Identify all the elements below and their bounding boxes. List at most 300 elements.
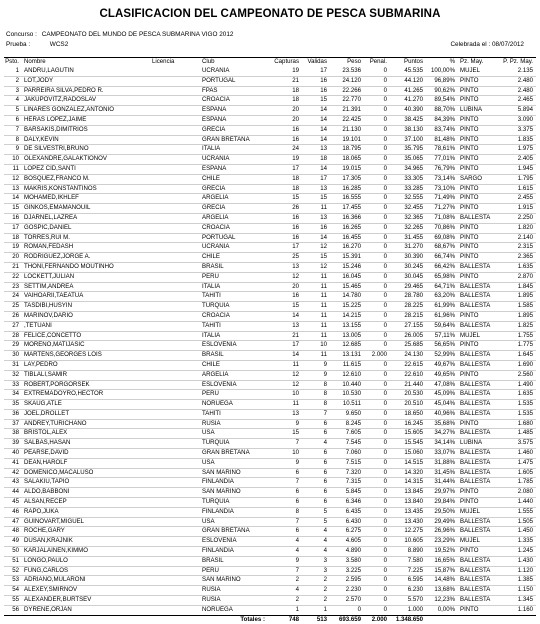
- cell-peso: 3.225: [345, 566, 361, 574]
- table-row: [4, 331, 536, 341]
- cell-p-pz-may: 2.250: [517, 213, 533, 221]
- cell-pct: 57,11%: [434, 331, 455, 339]
- cell-capturas: 12: [292, 380, 299, 388]
- cell-nombre: DE SILVESTRI,BRUNO: [24, 145, 89, 153]
- cell-puntos: 5.570: [407, 596, 423, 604]
- cell-licencia: [150, 498, 200, 508]
- cell-pct: 40,96%: [434, 409, 455, 417]
- cell-p-pz-may: 1.485: [517, 429, 533, 437]
- table-row: [4, 96, 536, 106]
- table-row: [4, 380, 536, 390]
- table-row: [4, 409, 536, 419]
- table-row: [4, 488, 536, 498]
- cell-pz-may: BALLESTA: [460, 302, 491, 310]
- cell-capturas: 20: [292, 115, 299, 123]
- cell-pz-may: PINTO: [460, 370, 479, 378]
- cell-p-pz-may: 1.690: [517, 360, 533, 368]
- cell-pos: 9: [15, 145, 19, 153]
- cell-penal: 0: [383, 439, 387, 447]
- cell-capturas: 7: [295, 566, 299, 574]
- cell-p-pz-may: 1.820: [517, 223, 533, 231]
- cell-p-pz-may: 3.090: [517, 115, 533, 123]
- cell-pct: 81,48%: [434, 135, 455, 143]
- table-row: [4, 429, 536, 439]
- cell-validas: 16: [320, 76, 327, 84]
- cell-peso: 10.511: [342, 400, 361, 408]
- cell-pos: 45: [12, 498, 19, 506]
- cell-peso: 22.770: [342, 96, 361, 104]
- cell-pct: 77,01%: [434, 155, 455, 163]
- cell-penal: 0: [383, 331, 387, 339]
- cell-pos: 16: [12, 213, 19, 221]
- cell-validas: 9: [323, 360, 327, 368]
- cell-nombre: TASDIBI,HUSYIN: [24, 302, 72, 310]
- cell-peso: 3.580: [345, 556, 361, 564]
- cell-licencia: [150, 390, 200, 400]
- cell-penal: 0: [383, 194, 387, 202]
- cell-licencia: [150, 96, 200, 106]
- cell-nombre: HERAS LOPEZ,JAIME: [24, 115, 87, 123]
- col-header-licencia: Licencia: [152, 58, 175, 66]
- cell-capturas: 21: [292, 331, 299, 339]
- table-row: [4, 370, 536, 380]
- cell-penal: 0: [383, 507, 387, 515]
- cell-p-pz-may: 1.795: [517, 174, 533, 182]
- table-header: [4, 58, 536, 67]
- cell-nombre: SKAUG,ATLE: [24, 400, 62, 408]
- cell-nombre: PARREIRA SILVA,PEDRO R.: [24, 86, 104, 94]
- cell-licencia: [150, 429, 200, 439]
- cell-capturas: 12: [292, 370, 299, 378]
- cell-pz-may: PINTO: [460, 194, 479, 202]
- cell-pz-may: PINTO: [460, 204, 479, 212]
- cell-capturas: 4: [295, 586, 299, 594]
- cell-p-pz-may: 2.080: [517, 488, 533, 496]
- cell-licencia: [150, 380, 200, 390]
- cell-validas: 16: [320, 223, 327, 231]
- cell-p-pz-may: 1.645: [517, 351, 533, 359]
- cell-nombre: EXTREMADOYRO,HECTOR: [24, 390, 104, 398]
- cell-licencia: [150, 586, 200, 596]
- cell-pz-may: BALLESTA: [460, 213, 491, 221]
- cell-pct: 19,52%: [434, 547, 455, 555]
- cell-p-pz-may: 2.870: [517, 272, 533, 280]
- cell-club: UCRANIA: [202, 243, 230, 251]
- cell-validas: 6: [323, 498, 327, 506]
- cell-licencia: [150, 556, 200, 566]
- cell-peso: 16.366: [342, 213, 361, 221]
- cell-penal: 0: [383, 292, 387, 300]
- cell-pct: 66,42%: [434, 262, 455, 270]
- table-row: [4, 556, 536, 566]
- cell-pct: 0,00%: [437, 605, 455, 613]
- cell-penal: 0: [383, 419, 387, 427]
- cell-pos: 13: [12, 184, 19, 192]
- cell-p-pz-may: 2.140: [517, 233, 533, 241]
- cell-pct: 78,61%: [434, 145, 455, 153]
- cell-pz-may: BALLESTA: [460, 576, 491, 584]
- cell-validas: 13: [320, 184, 327, 192]
- cell-licencia: [150, 400, 200, 410]
- table-row: [4, 517, 536, 527]
- cell-validas: 14: [320, 125, 327, 133]
- cell-peso: 9.650: [345, 409, 361, 417]
- cell-peso: 22.266: [342, 86, 361, 94]
- totals-puntos: 1.348.650: [390, 615, 426, 624]
- cell-club: GRECIA: [202, 184, 226, 192]
- cell-puntos: 44.120: [404, 76, 423, 84]
- cell-puntos: 33.305: [404, 174, 423, 182]
- cell-p-pz-may: 2.315: [517, 243, 533, 251]
- cell-pct: 59,64%: [434, 321, 455, 329]
- cell-nombre: BARSAKIS,DIMITRIOS: [24, 125, 88, 133]
- cell-capturas: 17: [292, 341, 299, 349]
- cell-pz-may: PINTO: [460, 253, 479, 261]
- cell-pct: 56,65%: [434, 341, 455, 349]
- cell-peso: 16.455: [342, 233, 361, 241]
- cell-licencia: [150, 155, 200, 165]
- cell-p-pz-may: 1.345: [517, 596, 533, 604]
- cell-capturas: 26: [292, 204, 299, 212]
- cell-pz-may: BALLESTA: [460, 400, 491, 408]
- cell-pz-may: BALLESTA: [460, 596, 491, 604]
- cell-pct: 45,09%: [434, 390, 455, 398]
- cell-club: GRAN BRETAÑA: [202, 135, 250, 143]
- cell-club: TURQUIA: [202, 302, 230, 310]
- cell-nombre: VAIHOARII,TAEATUA: [24, 292, 84, 300]
- cell-pz-may: BALLESTA: [460, 321, 491, 329]
- cell-peso: 13.131: [342, 351, 361, 359]
- cell-p-pz-may: 2.480: [517, 76, 533, 84]
- cell-pos: 18: [12, 233, 19, 241]
- cell-licencia: [150, 194, 200, 204]
- page-title: CLASIFICACION DEL CAMPEONATO DE PESCA SUBMARINA: [99, 8, 441, 20]
- cell-penal: 0: [383, 468, 387, 476]
- cell-licencia: [150, 449, 200, 459]
- cell-pz-may: BALLESTA: [460, 262, 491, 270]
- cell-p-pz-may: 3.375: [517, 125, 533, 133]
- cell-capturas: 17: [292, 243, 299, 251]
- cell-pos: 50: [12, 547, 19, 555]
- table-row: [4, 547, 536, 557]
- cell-club: USA: [202, 517, 215, 525]
- cell-penal: 0: [383, 233, 387, 241]
- cell-validas: 13: [320, 145, 327, 153]
- cell-pz-may: PINTO: [460, 233, 479, 241]
- cell-pct: 34,27%: [434, 429, 455, 437]
- col-header-nombre: Nombre: [24, 58, 46, 66]
- prueba-label: Prueba :: [6, 41, 31, 48]
- table-row: [4, 537, 536, 547]
- cell-p-pz-may: 1.385: [517, 576, 533, 584]
- cell-puntos: 16.245: [404, 419, 423, 427]
- cell-p-pz-may: 1.440: [517, 498, 533, 506]
- cell-validas: 8: [323, 380, 327, 388]
- cell-pz-may: BALLESTA: [460, 351, 491, 359]
- cell-nombre: MARTENS,GEORGES LOIS: [24, 351, 102, 359]
- table-row: [4, 253, 536, 263]
- cell-penal: 0: [383, 409, 387, 417]
- cell-validas: 11: [320, 331, 327, 339]
- cell-nombre: TIBLALI,SAMIR: [24, 370, 68, 378]
- cell-pct: 96,89%: [434, 76, 455, 84]
- cell-penal: 0: [383, 498, 387, 506]
- cell-licencia: [150, 370, 200, 380]
- concurso-value: CAMPEONATO DEL MUNDO DE PESCA SUBMARINA VIGO 2012: [41, 31, 234, 38]
- cell-licencia: [150, 135, 200, 145]
- cell-licencia: [150, 341, 200, 351]
- cell-validas: 15: [320, 253, 327, 261]
- cell-puntos: 41.265: [404, 86, 423, 94]
- cell-pz-may: MUJEL: [460, 537, 480, 545]
- cell-pos: 30: [12, 351, 19, 359]
- cell-validas: 14: [320, 233, 327, 241]
- cell-puntos: 14.320: [404, 468, 423, 476]
- cell-pct: 61,96%: [434, 311, 455, 319]
- cell-pos: 41: [12, 458, 19, 466]
- cell-puntos: 22.610: [404, 370, 423, 378]
- cell-penal: 0: [383, 341, 387, 349]
- cell-peso: 16.270: [342, 243, 361, 251]
- cell-pos: 46: [12, 507, 19, 515]
- table-row: [4, 341, 536, 351]
- cell-club: ESPAÑA: [202, 115, 227, 123]
- cell-capturas: 16: [292, 292, 299, 300]
- cell-puntos: 6.595: [407, 576, 423, 584]
- cell-p-pz-may: 2.560: [517, 370, 533, 378]
- cell-p-pz-may: 2.135: [517, 67, 533, 74]
- cell-pz-may: PINTO: [460, 272, 479, 280]
- cell-penal: 0: [383, 380, 387, 388]
- cell-capturas: 18: [292, 86, 299, 94]
- cell-p-pz-may: 1.785: [517, 478, 533, 486]
- cell-pz-may: BALLESTA: [460, 478, 491, 486]
- cell-pz-may: PINTO: [460, 311, 479, 319]
- cell-club: GRAN BRETAÑA: [202, 449, 250, 457]
- cell-validas: 4: [323, 547, 327, 555]
- cell-validas: 1: [323, 605, 327, 613]
- cell-capturas: 15: [292, 429, 299, 437]
- cell-puntos: 7.580: [407, 556, 423, 564]
- cell-pz-may: PINTO: [460, 96, 479, 104]
- cell-puntos: 10.605: [404, 537, 423, 545]
- cell-puntos: 32.365: [404, 213, 423, 221]
- cell-pct: 52,99%: [434, 351, 455, 359]
- table-row: [4, 213, 536, 223]
- cell-p-pz-may: 1.160: [517, 605, 533, 613]
- cell-peso: 15.465: [342, 282, 361, 290]
- cell-penal: 0: [383, 272, 387, 280]
- cell-puntos: 7.225: [407, 566, 423, 574]
- cell-puntos: 13.435: [404, 507, 423, 515]
- cell-penal: 0: [383, 282, 387, 290]
- table-row: [4, 164, 536, 174]
- cell-puntos: 37.100: [404, 135, 423, 143]
- cell-pct: 45,04%: [434, 400, 455, 408]
- cell-pct: 29,84%: [434, 498, 455, 506]
- cell-puntos: 13.845: [404, 488, 423, 496]
- cell-pos: 34: [12, 390, 19, 398]
- col-header-club: Club: [202, 58, 215, 66]
- cell-capturas: 6: [295, 498, 299, 506]
- cell-pz-may: BALLESTA: [460, 586, 491, 594]
- cell-licencia: [150, 86, 200, 96]
- cell-capturas: 6: [295, 527, 299, 535]
- cell-puntos: 13.430: [404, 517, 423, 525]
- cell-puntos: 22.615: [404, 360, 423, 368]
- cell-pz-may: PINTO: [460, 155, 479, 163]
- celebrada-date: Celebrada el : 08/07/2012: [450, 41, 524, 48]
- cell-club: ESLOVENIA: [202, 341, 237, 349]
- cell-peso: 23.536: [342, 67, 361, 74]
- cell-licencia: [150, 458, 200, 468]
- cell-peso: 15.391: [342, 253, 361, 261]
- cell-capturas: 13: [292, 321, 299, 329]
- cell-pz-may: PINTO: [460, 419, 479, 427]
- cell-peso: 16.045: [342, 272, 361, 280]
- cell-capturas: 7: [295, 439, 299, 447]
- table-row: [4, 360, 536, 370]
- table-row: [4, 478, 536, 488]
- cell-pct: 47,08%: [434, 380, 455, 388]
- table-row: [4, 174, 536, 184]
- cell-club: TAHITI: [202, 321, 221, 329]
- cell-pos: 4: [15, 96, 19, 104]
- cell-pos: 55: [12, 596, 19, 604]
- cell-pz-may: BALLESTA: [460, 282, 491, 290]
- cell-capturas: 7: [295, 478, 299, 486]
- cell-capturas: 12: [292, 272, 299, 280]
- totals-peso: 693.659: [330, 615, 364, 624]
- table-row: [4, 527, 536, 537]
- cell-club: TURQUIA: [202, 439, 230, 447]
- cell-p-pz-may: 1.975: [517, 145, 533, 153]
- cell-capturas: 25: [292, 253, 299, 261]
- cell-puntos: 45.535: [404, 67, 423, 74]
- cell-validas: 11: [320, 292, 327, 300]
- cell-p-pz-may: 1.825: [517, 321, 533, 329]
- table-row: [4, 311, 536, 321]
- cell-pz-may: BALLESTA: [460, 517, 491, 525]
- cell-licencia: [150, 204, 200, 214]
- cell-club: FINLANDIA: [202, 478, 234, 486]
- cell-peso: 19.101: [342, 135, 361, 143]
- cell-nombre: MOHAMED,IKHLEF: [24, 194, 79, 202]
- cell-nombre: GINKOS,EMAMANOUIL: [24, 204, 91, 212]
- cell-licencia: [150, 439, 200, 449]
- cell-puntos: 32.555: [404, 194, 423, 202]
- table-row: [4, 135, 536, 145]
- cell-penal: 0: [383, 458, 387, 466]
- cell-peso: 4.890: [345, 547, 361, 555]
- cell-pz-may: BALLESTA: [460, 468, 491, 476]
- prueba-line: [6, 41, 68, 49]
- cell-licencia: [150, 272, 200, 282]
- cell-licencia: [150, 488, 200, 498]
- cell-penal: 0: [383, 184, 387, 192]
- cell-nombre: LOCKETT,JULIAN: [24, 272, 75, 280]
- cell-pos: 21: [12, 262, 19, 270]
- table-row: [4, 204, 536, 214]
- cell-validas: 5: [323, 507, 327, 515]
- cell-nombre: DOMENICO,MACALUSO: [24, 468, 94, 476]
- cell-p-pz-may: 1.605: [517, 468, 533, 476]
- cell-pct: 66,74%: [434, 253, 455, 261]
- col-header-pct: %: [449, 58, 455, 66]
- cell-validas: 2: [323, 596, 327, 604]
- cell-penal: 0: [383, 67, 387, 74]
- cell-nombre: FUNG,CARLOS: [24, 566, 69, 574]
- cell-nombre: JOEL,DROLLET: [24, 409, 70, 417]
- cell-pos: 51: [12, 556, 19, 564]
- cell-p-pz-may: 1.635: [517, 262, 533, 270]
- cell-pos: 47: [12, 517, 19, 525]
- cell-p-pz-may: 1.845: [517, 282, 533, 290]
- col-header-capturas: Capturas: [274, 58, 299, 66]
- table-row: [4, 223, 536, 233]
- cell-puntos: 31.270: [404, 243, 423, 251]
- cell-licencia: [150, 311, 200, 321]
- cell-validas: 11: [320, 302, 327, 310]
- cell-club: USA: [202, 458, 215, 466]
- cell-puntos: 12.275: [404, 527, 423, 535]
- cell-validas: 8: [323, 400, 327, 408]
- cell-capturas: 2: [295, 596, 299, 604]
- table-row: [4, 115, 536, 125]
- cell-pz-may: PINTO: [460, 223, 479, 231]
- col-header-peso: Peso: [347, 58, 361, 66]
- cell-penal: 0: [383, 360, 387, 368]
- table-row: [4, 262, 536, 272]
- cell-licencia: [150, 537, 200, 547]
- cell-penal: 0: [383, 106, 387, 114]
- cell-pz-may: PINTO: [460, 547, 479, 555]
- totals-penal: 2.000: [364, 615, 390, 624]
- cell-capturas: 24: [292, 145, 299, 153]
- cell-pos: 38: [12, 429, 19, 437]
- cell-puntos: 35.795: [404, 145, 423, 153]
- col-header-pz-may: Pz. May.: [460, 58, 484, 66]
- cell-peso: 6.275: [345, 527, 361, 535]
- cell-validas: 11: [320, 282, 327, 290]
- cell-penal: 0: [383, 243, 387, 251]
- cell-pos: 1: [15, 67, 19, 74]
- table-row: [4, 400, 536, 410]
- cell-validas: 11: [320, 311, 327, 319]
- cell-peso: 19.015: [342, 164, 361, 172]
- cell-nombre: LAY,PEDRO: [24, 360, 58, 368]
- cell-puntos: 32.455: [404, 204, 423, 212]
- cell-nombre: LINARES GONZALEZ,ANTONIO: [24, 106, 114, 114]
- cell-peso: 7.545: [345, 439, 361, 447]
- table-row: [4, 292, 536, 302]
- cell-peso: 6.346: [345, 498, 361, 506]
- cell-p-pz-may: 2.455: [517, 194, 533, 202]
- cell-puntos: 15.605: [404, 429, 423, 437]
- cell-peso: 2.230: [345, 586, 361, 594]
- cell-p-pz-may: 1.430: [517, 556, 533, 564]
- cell-penal: 0: [383, 576, 387, 584]
- cell-penal: 0: [383, 96, 387, 104]
- cell-validas: 6: [323, 468, 327, 476]
- table-row: [4, 498, 536, 508]
- cell-licencia: [150, 419, 200, 429]
- cell-pct: 76,79%: [434, 164, 455, 172]
- cell-puntos: 20.510: [404, 400, 423, 408]
- cell-club: PORTUGAL: [202, 233, 236, 241]
- cell-nombre: MORENO,MATIJASIC: [24, 341, 85, 349]
- cell-validas: 6: [323, 449, 327, 457]
